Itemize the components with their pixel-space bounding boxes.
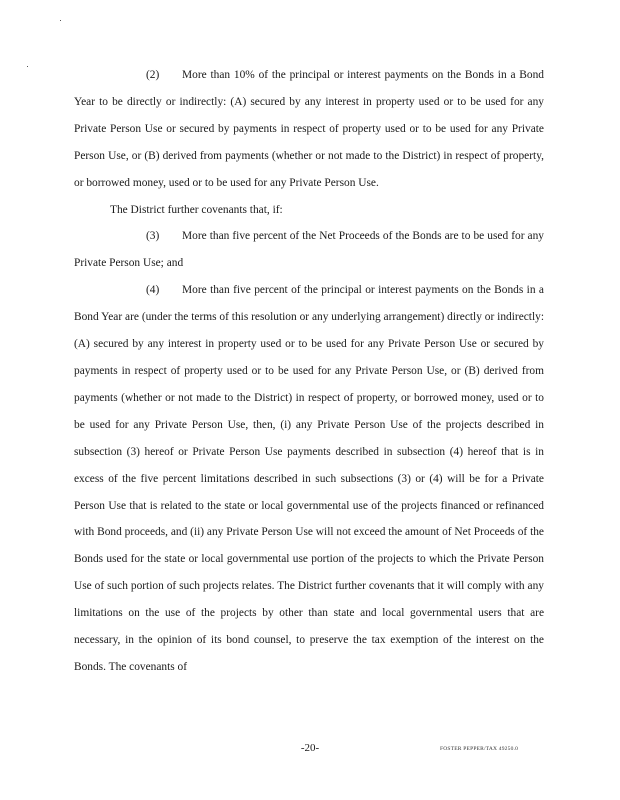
paragraph-item-3 — [74, 223, 544, 277]
paragraph-text: More than five percent of the principal or interest payments on the Bonds in a Bond Year are (under the terms of this resolution or any underlying arrangement) directly or indirectly: (A) secured by any interest in property used or to be used for any Private Person Use or secured by payments in respect of property used or to be used for any Private Person Use, or (B) derived from payments (whether or not made to the District) in respect of property, or borrowed money, used or to be used for any Private Person Use, then, (i) any Private Person Use of the projects described in subsection (3) hereof or Private Person Use payments described in subsection (4) hereof that is in excess of the five percent limitations described in such subsections (3) or (4) will be for a Private Person Use that is related to the state or local governmental use of the projects financed or refinanced with Bond proceeds, and (ii) any Private Person Use will not exceed the amount of Net Proceeds of the Bonds used for the state or local governmental use portion of the projects to which the Private Person Use of such portion of such projects relates. The District further covenants that it will comply with any limitations on the use of the projects by other than state and local governmental users that are necessary, in the opinion of its bond counsel, to preserve the tax exemption of the interest on the Bonds. The covenants of — [74, 284, 544, 673]
paragraph-text: More than 10% of the principal or interest payments on the Bonds in a Bond Year to be directly or indirectly: (A) secured by any interest in property used or to be used for any Private Person Use or secured by payments in respect of property used or to be used for any Private Person Use, or (B) derived from payments (whether or not made to the District) in respect of property, or borrowed money, used or to be used for any Private Person Use. — [74, 69, 544, 189]
body-text — [74, 62, 544, 681]
paragraph-lead-in — [74, 197, 544, 224]
item-number: (4) — [146, 284, 160, 297]
item-number: (3) — [146, 230, 160, 243]
page-number: -20- — [300, 742, 320, 754]
paragraph-text: More than five percent of the Net Proceeds of the Bonds are to be used for any Private Person Use; and — [74, 230, 544, 270]
paragraph-item-4 — [74, 277, 544, 681]
document-id-footer: FOSTER PEPPER/TAX 49250.0 — [440, 746, 519, 752]
paragraph-text: The District further covenants that, if: — [110, 203, 283, 216]
item-number: (2) — [146, 69, 160, 81]
scan-speck — [27, 66, 28, 67]
paragraph-item-2 — [74, 62, 544, 197]
scan-speck — [60, 20, 61, 21]
